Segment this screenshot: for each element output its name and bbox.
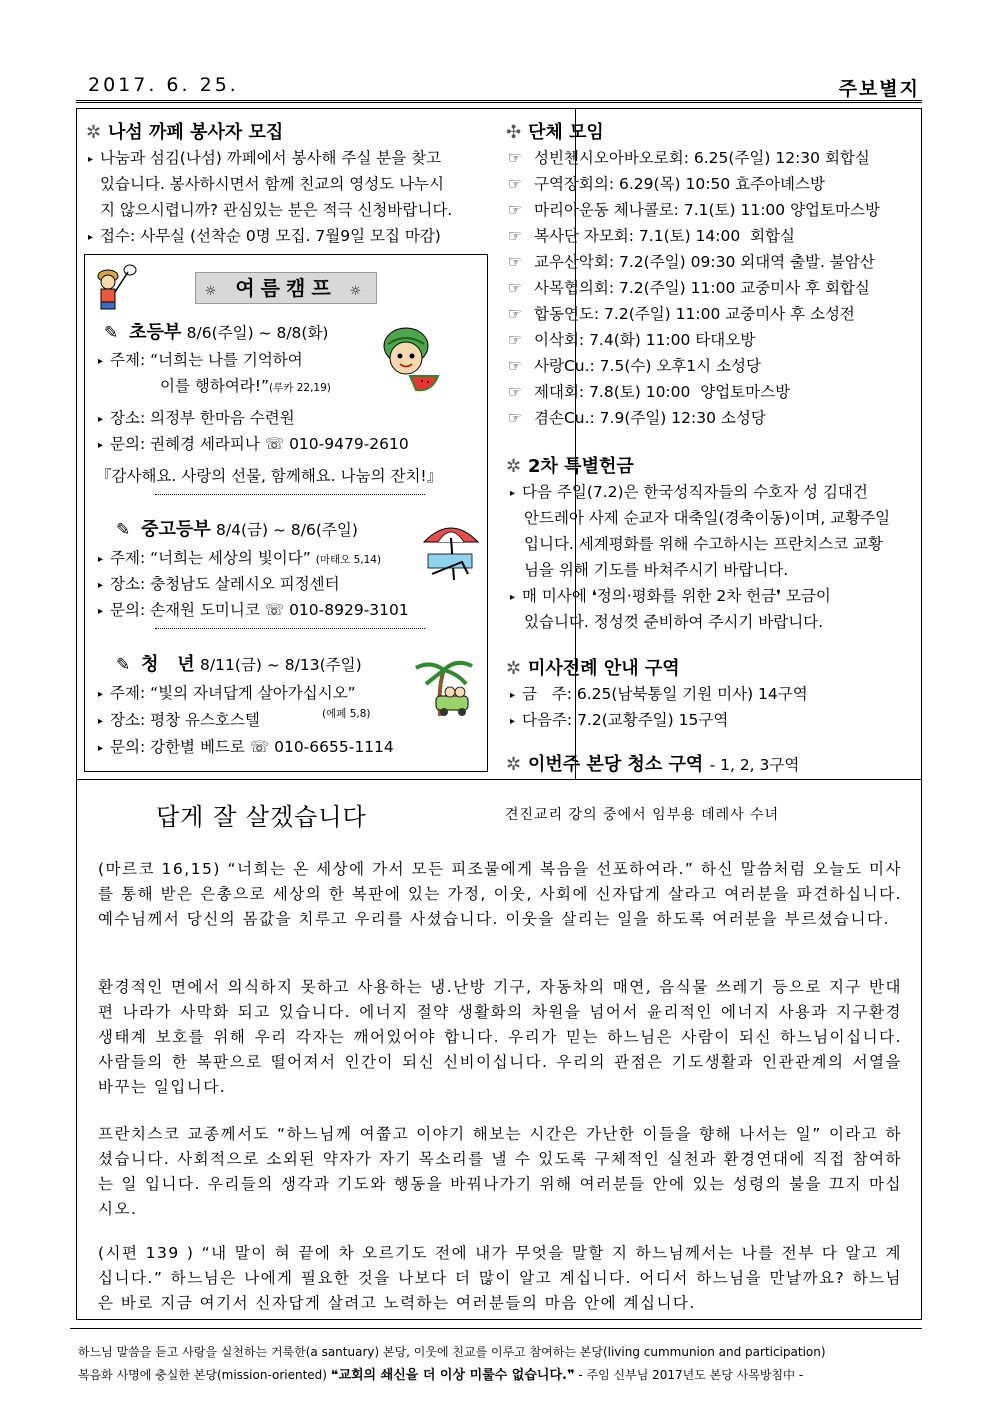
- group-meeting-item: ☞ 구역장회의: 6.29(목) 10:50 효주아녜스방: [508, 175, 825, 193]
- dotted-divider: [155, 628, 425, 629]
- pointing-hand-icon: ☞: [508, 227, 522, 245]
- triangle-bullet-icon: ▸: [98, 606, 104, 617]
- dotted-divider: [155, 494, 425, 495]
- mass-liturgy-line: ▸ 다음주: 7.2(교황주일) 15구역: [510, 710, 728, 732]
- group-meeting-item: ☞ 합동연도: 7.2(주일) 11:00 교중미사 후 소성전: [508, 305, 855, 323]
- essay-paragraph: (시편 139 ) “내 말이 혀 끝에 차 오르기도 전에 내가 무엇을 말할 지 하느님께서는 나를 전부 다 알고 계십니다.” 하느님은 나에게 필요한 것을 나보다 더 많이 알고 계십니다. 어디서 하느님을 만날까요? 하느님은 바로 지금 여기서 신자답게 살려고 노력하는 여러분들의 마음 안에 계십니다.: [98, 1244, 902, 1312]
- watermelon-girl-illustration: [376, 324, 442, 394]
- volunteer-line: ▸ 접수: 사무실 (선착순 0명 모집. 7월9일 모집 마감): [88, 226, 441, 248]
- triangle-bullet-icon: ▸: [98, 580, 104, 591]
- cleaning-title: ✲ 이번주 본당 청소 구역 - 1, 2, 3구역: [506, 754, 800, 775]
- pointing-hand-icon: ☞: [508, 305, 522, 323]
- triangle-bullet-icon: ▸: [88, 232, 94, 243]
- elementary-slogan: 『감사해요. 사랑의 선물, 함께해요. 나눔의 잔치!』: [96, 467, 443, 485]
- groups-title: ✣ 단체 모임: [506, 122, 604, 143]
- special-offering-line: ▸ 매 미사에 ❛정의·평화를 위한 2차 헌금❜ 모금이: [510, 586, 831, 608]
- elementary-theme: 이를 행하여라!”(루카 22,19): [160, 377, 331, 395]
- triangle-bullet-icon: ▸: [510, 488, 516, 499]
- pointing-hand-icon: ☞: [508, 279, 522, 297]
- group-meeting-item: ☞ 이삭회: 7.4(화) 11:00 타대오방: [508, 331, 756, 349]
- essay-paragraph: (마르코 16,15) “너희는 온 세상에 가서 모든 피조물에게 복음을 선포하여라.” 하신 말씀처럼 오늘도 미사를 통해 받은 은총으로 세상의 한 복판에 있는 가정, 이웃, 사회에 신자답게 살라고 여러분을 파견하십니다. 예수님께서 당신의 몸값을 치루고 우리를 사셨습니다. 이웃을 살리는 일을 하도록 여러분을 부르셨습니다.: [98, 860, 902, 928]
- elementary-contact: ▸ 문의: 권혜경 세라피나 ☏ 010-9479-2610: [98, 434, 409, 456]
- bulletin-date: 2017. 6. 25.: [88, 74, 239, 96]
- special-offering-line: 님을 위해 기도를 바쳐주시기 바랍니다.: [524, 561, 789, 579]
- palm-tree-car-illustration: [410, 656, 480, 718]
- volunteer-title: ✲ 나섬 까페 봉사자 모집: [86, 122, 284, 143]
- special-offering-title: ✲ 2차 특별헌금: [506, 456, 634, 477]
- youth-place: ▸ 장소: 평창 유스호스텔: [98, 710, 260, 732]
- pointing-hand-icon: ☞: [508, 175, 522, 193]
- special-offering-line: 안드레아 사제 순교자 대축일(경축이동)이며, 교황주일: [524, 509, 891, 527]
- group-meeting-item: ☞ 성빈첸시오아바오로회: 6.25(주일) 12:30 회합실: [508, 149, 870, 167]
- group-meeting-item: ☞ 제대회: 7.8(토) 10:00 양업토마스방: [508, 383, 791, 401]
- triangle-bullet-icon: ▸: [98, 554, 104, 565]
- pointing-hand-icon: ☞: [508, 201, 522, 219]
- pointing-hand-icon: ☞: [508, 383, 522, 401]
- elementary-heading: ✎ 초등부 8/6(주일) ~ 8/8(화): [104, 322, 329, 343]
- group-meeting-item: ☞ 사목협의회: 7.2(주일) 11:00 교중미사 후 회합실: [508, 279, 870, 297]
- middle-high-place: ▸ 장소: 충청남도 살레시오 피정센터: [98, 574, 340, 596]
- footer-line: 복음화 사명에 충실한 본당(mission-oriented) ❝교회의 쇄신을 더 이상 미룰수 없습니다.❞ - 주임 신부님 2017년도 본당 사목방침中 -: [78, 1368, 804, 1383]
- asterisk-icon: ✲: [506, 456, 522, 477]
- group-meeting-item: ☞ 사랑Cu.: 7.5(수) 오후1시 소성당: [508, 357, 761, 375]
- pointing-hand-icon: ☞: [508, 149, 522, 167]
- essay-paragraph: 프란치스코 교종께서도 “하느님께 여쭙고 이야기 해보는 시간은 가난한 이들을 향해 나서는 일” 이라고 하셨습니다. 사회적으로 소외된 약자가 자기 목소리를 낼 수 있도록 구체적인 실천과 환경연대에 직접 참여하는 일 입니다. 우리들의 생각과 기도와 행동을 바꿔나가기 위해 여러분들 안에 있는 성령의 불을 끄지 마십시오.: [98, 1125, 902, 1218]
- asterisk-icon: ✲: [86, 122, 102, 143]
- middle-high-heading: ✎ 중고등부 8/4(금) ~ 8/6(주일): [116, 519, 358, 540]
- volunteer-line: 있습니다. 봉사하시면서 함께 친교의 영성도 나누시: [100, 175, 444, 193]
- kid-with-net-illustration: [88, 262, 138, 316]
- asterisk-icon: ✲: [506, 754, 522, 775]
- triangle-bullet-icon: ▸: [98, 716, 104, 727]
- essay-byline: 견진교리 강의 중에서 임부용 데레사 수녀: [505, 807, 780, 823]
- special-offering-line: 입니다. 세계평화를 위해 수고하시는 프란치스코 교황: [524, 535, 883, 553]
- pencil-icon: ✎: [104, 323, 119, 343]
- mass-liturgy-line: ▸ 금 주: 6.25(남북통일 기원 미사) 14구역: [510, 684, 808, 706]
- group-meeting-item: ☞ 겸손Cu.: 7.9(주일) 12:30 소성당: [508, 409, 766, 427]
- asterisk-icon: ✣: [506, 122, 522, 143]
- pointing-hand-icon: ☞: [508, 331, 522, 349]
- header-rule: [76, 100, 922, 103]
- volunteer-line: ▸ 나눔과 섬김(나섬) 까페에서 봉사해 주실 분을 찾고: [88, 148, 441, 170]
- footer-line: 하느님 말씀을 듣고 사랑을 실천하는 거룩한(a santuary) 본당, 이웃에 친교를 이루고 참여하는 본당(living cummunion and participation): [78, 1345, 826, 1359]
- volunteer-line: 지 않으시렵니까? 관심있는 분은 적극 신청바랍니다.: [100, 201, 453, 219]
- essay-paragraph: 환경적인 면에서 의식하지 못하고 사용하는 냉.난방 기구, 자동차의 매연, 음식물 쓰레기 등으로 지구 반대편 나라가 사막화 되고 있습니다. 에너지 절약 생활화의 차원을 넘어서 윤리적인 에너지 사용과 지구환경 생태계 보호를 위해 우리 각자는 깨어있어야 합니다. 우리가 믿는 하느님은 사람이 되신 하느님이십니다. 사람들의 한 복판으로 떨어져서 인간이 되신 신비이십니다. 우리의 관점은 기도생활과 인관관계의 서열을 바꾸는 일입니다.: [98, 978, 902, 1096]
- pointing-hand-icon: ☞: [508, 409, 522, 427]
- group-meeting-item: ☞ 마리아운동 체나콜로: 7.1(토) 11:00 양업토마스방: [508, 201, 880, 219]
- youth-theme: ▸ 주제: “빛의 자녀답게 살아가십시오”: [98, 683, 356, 705]
- youth-heading: ✎ 청 년 8/11(금) ~ 8/13(주일): [116, 654, 362, 675]
- triangle-bullet-icon: ▸: [98, 440, 104, 451]
- triangle-bullet-icon: ▸: [88, 154, 94, 165]
- middle-high-contact: ▸ 문의: 손재원 도미니코 ☏ 010-8929-3101: [98, 600, 409, 622]
- triangle-bullet-icon: ▸: [510, 716, 516, 727]
- essay-title: 답게 잘 살겠습니다: [156, 803, 367, 831]
- pointing-hand-icon: ☞: [508, 357, 522, 375]
- special-offering-line: 있습니다. 정성껏 준비하여 주시기 바랍니다.: [524, 613, 824, 631]
- group-meeting-item: ☞ 복사단 자모회: 7.1(토) 14:00 회합실: [508, 227, 796, 245]
- elementary-place: ▸ 장소: 의정부 한마음 수련원: [98, 408, 295, 430]
- triangle-bullet-icon: ▸: [98, 356, 104, 367]
- pencil-icon: ✎: [116, 655, 131, 675]
- summer-camp-title: ☼ 여름캠프 ☼: [195, 272, 377, 304]
- middle-high-theme: ▸ 주제: “너희는 세상의 빛이다” (마태오 5,14): [98, 548, 381, 570]
- special-offering-line: ▸ 다음 주일(7.2)은 한국성직자들의 수호자 성 김대건: [510, 482, 868, 504]
- triangle-bullet-icon: ▸: [98, 689, 104, 700]
- triangle-bullet-icon: ▸: [98, 743, 104, 754]
- triangle-bullet-icon: ▸: [510, 592, 516, 603]
- mass-liturgy-title: ✲ 미사전례 안내 구역: [506, 658, 680, 679]
- elementary-theme: ▸ 주제: “너희는 나를 기억하여: [98, 350, 303, 372]
- beach-umbrella-illustration: [418, 518, 484, 584]
- youth-contact: ▸ 문의: 강한별 베드로 ☏ 010-6655-1114: [98, 737, 394, 759]
- footer-rule: [70, 1328, 922, 1329]
- triangle-bullet-icon: ▸: [98, 414, 104, 425]
- triangle-bullet-icon: ▸: [510, 690, 516, 701]
- youth-theme-ref: (에페 5,8): [322, 708, 371, 720]
- pencil-icon: ✎: [116, 520, 131, 540]
- bulletin-title: 주보별지: [838, 78, 920, 100]
- pointing-hand-icon: ☞: [508, 253, 522, 271]
- group-meeting-item: ☞ 교우산악회: 7.2(주일) 09:30 외대역 출발. 불암산: [508, 253, 875, 271]
- asterisk-icon: ✲: [506, 658, 522, 679]
